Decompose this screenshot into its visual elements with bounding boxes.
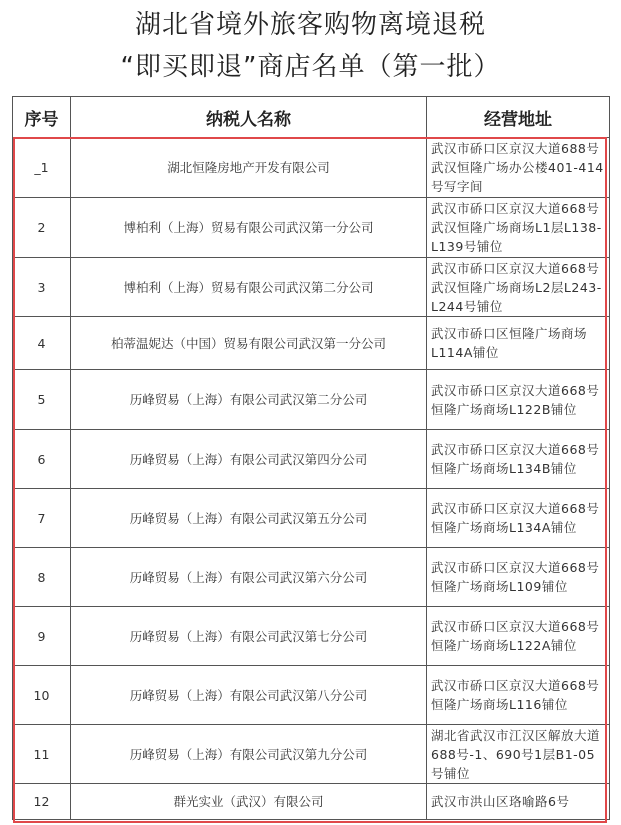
taxpayer-name: 历峰贸易（上海）有限公司武汉第二分公司	[71, 370, 427, 430]
row-number: _1	[13, 138, 71, 198]
business-address: 武汉市硚口区京汉大道668号恒隆广场商场L122A铺位	[427, 607, 610, 666]
taxpayer-name: 柏蒂温妮达（中国）贸易有限公司武汉第一分公司	[71, 317, 427, 370]
taxpayer-name: 历峰贸易（上海）有限公司武汉第六分公司	[71, 548, 427, 607]
taxpayer-name: 群光实业（武汉）有限公司	[71, 784, 427, 820]
row-number: 9	[13, 607, 71, 666]
table-row	[13, 607, 610, 666]
header-business-address: 经营地址	[427, 97, 610, 138]
taxpayer-name: 湖北恒隆房地产开发有限公司	[71, 138, 427, 198]
header-serial-number: 序号	[13, 97, 71, 138]
store-list-table	[12, 96, 610, 820]
business-address: 武汉市洪山区珞喻路6号	[427, 784, 610, 820]
row-number: 12	[13, 784, 71, 820]
table-row	[13, 198, 610, 258]
business-address: 武汉市硚口区京汉大道668号恒隆广场商场L122B铺位	[427, 370, 610, 430]
document-title-line-1: 湖北省境外旅客购物离境退税	[134, 10, 486, 40]
table-row	[13, 725, 610, 784]
row-number: 11	[13, 725, 71, 784]
document-title-line-2: “即买即退”商店名单（第一批）	[120, 52, 501, 82]
row-number: 3	[13, 258, 71, 317]
row-number: 4	[13, 317, 71, 370]
taxpayer-name: 历峰贸易（上海）有限公司武汉第七分公司	[71, 607, 427, 666]
business-address: 武汉市硚口区京汉大道668号恒隆广场商场L134A铺位	[427, 489, 610, 548]
table-row	[13, 317, 610, 370]
taxpayer-name: 历峰贸易（上海）有限公司武汉第四分公司	[71, 430, 427, 489]
taxpayer-name: 历峰贸易（上海）有限公司武汉第五分公司	[71, 489, 427, 548]
table-header-row	[13, 97, 610, 138]
business-address: 武汉市硚口区京汉大道668号恒隆广场商场L109铺位	[427, 548, 610, 607]
business-address: 武汉市硚口区京汉大道668号恒隆广场商场L134B铺位	[427, 430, 610, 489]
business-address: 武汉市硚口区京汉大道668号恒隆广场商场L116铺位	[427, 666, 610, 725]
business-address: 武汉市硚口区恒隆广场商场L114A铺位	[427, 317, 610, 370]
table-row	[13, 370, 610, 430]
taxpayer-name: 博柏利（上海）贸易有限公司武汉第二分公司	[71, 258, 427, 317]
business-address: 武汉市硚口区京汉大道668号武汉恒隆广场商场L1层L138-L139号铺位	[427, 198, 610, 258]
business-address: 武汉市硚口区京汉大道668号武汉恒隆广场商场L2层L243-L244号铺位	[427, 258, 610, 317]
row-number: 7	[13, 489, 71, 548]
table-row	[13, 430, 610, 489]
business-address: 武汉市硚口区京汉大道688号武汉恒隆广场办公楼401-414号写字间	[427, 138, 610, 198]
row-number: 8	[13, 548, 71, 607]
taxpayer-name: 博柏利（上海）贸易有限公司武汉第一分公司	[71, 198, 427, 258]
taxpayer-name: 历峰贸易（上海）有限公司武汉第八分公司	[71, 666, 427, 725]
header-taxpayer-name: 纳税人名称	[71, 97, 427, 138]
table-row	[13, 138, 610, 198]
row-number: 2	[13, 198, 71, 258]
table-row	[13, 548, 610, 607]
taxpayer-name: 历峰贸易（上海）有限公司武汉第九分公司	[71, 725, 427, 784]
table-row	[13, 784, 610, 820]
table-row	[13, 489, 610, 548]
business-address: 湖北省武汉市江汉区解放大道688号-1、690号1层B1-05号铺位	[427, 725, 610, 784]
table-row	[13, 258, 610, 317]
row-number: 10	[13, 666, 71, 725]
row-number: 5	[13, 370, 71, 430]
table-row	[13, 666, 610, 725]
row-number: 6	[13, 430, 71, 489]
